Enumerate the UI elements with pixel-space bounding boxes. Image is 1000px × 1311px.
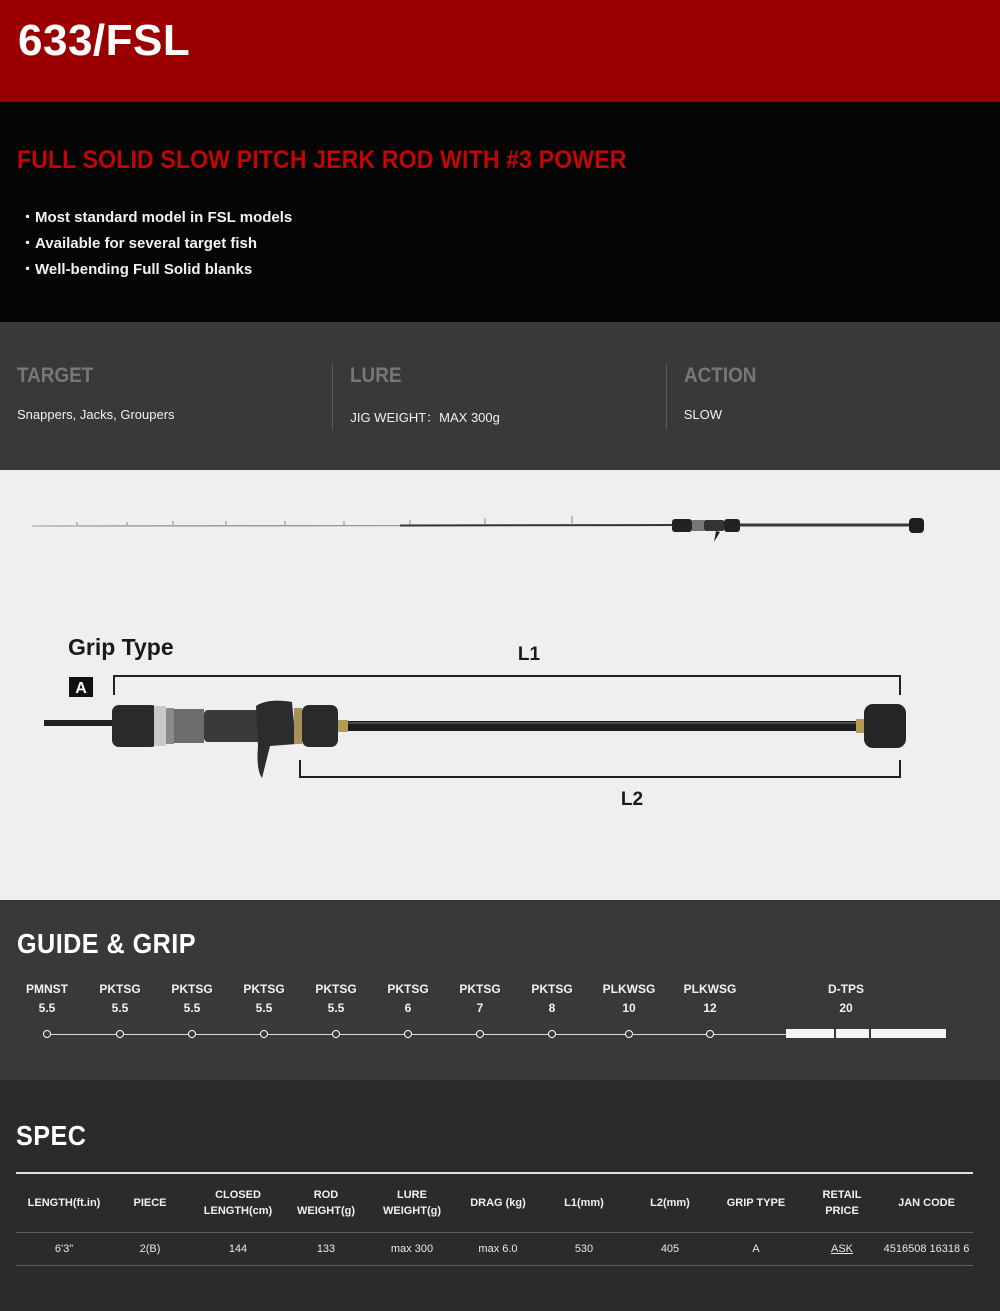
action-column (667, 364, 1000, 430)
cell-grip-type: A (708, 1232, 804, 1265)
guide-name: PKTSG (315, 982, 357, 996)
guide-item (594, 982, 664, 1015)
cell-rod-weight: 133 (288, 1232, 364, 1265)
l1-label: L1 (517, 644, 541, 665)
guide-size: 8 (548, 1001, 556, 1015)
spec-section (0, 1080, 1000, 1311)
reel-seat-item (811, 982, 881, 1015)
grip-segment (786, 1029, 834, 1038)
guide-name: PKTSG (99, 982, 141, 996)
guide-marker (476, 1030, 484, 1038)
guide-marker (43, 1030, 51, 1038)
guide-size: 10 (622, 1001, 636, 1015)
guide-name: PKTSG (243, 982, 285, 996)
guide-item (517, 982, 587, 1015)
guide-marker (332, 1030, 340, 1038)
grip-type-label: Grip Type (68, 634, 174, 660)
target-value: Snappers, Jacks, Groupers (17, 407, 175, 422)
intro-section (0, 102, 1000, 322)
col-drag: DRAG (kg) (460, 1173, 536, 1232)
ask-price-link[interactable]: ASK (830, 1242, 853, 1255)
spec-title: SPEC (16, 1120, 87, 1151)
guide-size: 5.5 (327, 1001, 345, 1015)
guide-name: PKTSG (387, 982, 429, 996)
col-jan-code: JAN CODE (880, 1173, 973, 1232)
cell-lure-weight: max 300 (364, 1232, 460, 1265)
cell-retail-price (804, 1232, 880, 1265)
guide-marker (116, 1030, 124, 1038)
col-l1: L1(mm) (536, 1173, 632, 1232)
target-column (0, 364, 333, 430)
guide-size: 5.5 (183, 1001, 201, 1015)
col-lure-weight: LURE WEIGHT(g) (364, 1173, 460, 1232)
lure-value: JIG WEIGHT：MAX 300g (350, 410, 500, 425)
rod-diagram (0, 470, 1000, 900)
col-length: LENGTH(ft.in) (16, 1173, 112, 1232)
feature-item: ・Available for several target fish (20, 235, 258, 252)
cell-l2: 405 (632, 1232, 708, 1265)
guide-item (301, 982, 371, 1015)
rod-image-area (0, 470, 1000, 900)
feature-list (17, 205, 983, 283)
guide-size: 12 (703, 1001, 717, 1015)
guide-item (445, 982, 515, 1015)
cell-jan-code: 4516508 16318 6 (880, 1232, 973, 1265)
table-row (16, 1232, 973, 1265)
guide-item (373, 982, 443, 1015)
guide-line (46, 1034, 786, 1035)
title-bar (0, 0, 1000, 102)
col-grip-type: GRIP TYPE (708, 1173, 804, 1232)
guide-marker (404, 1030, 412, 1038)
l2-label: L2 (620, 789, 644, 810)
guide-item (157, 982, 227, 1015)
guide-name: PLKWSG (683, 982, 737, 996)
col-l2: L2(mm) (632, 1173, 708, 1232)
guide-marker (625, 1030, 633, 1038)
action-label: ACTION (683, 364, 757, 387)
l2-bracket (300, 760, 900, 777)
cell-closed-length: 144 (188, 1232, 288, 1265)
grip-segment (836, 1029, 869, 1038)
feature-item: ・Well-bending Full Solid blanks (20, 261, 253, 278)
grip-closeup-image (44, 701, 906, 778)
cell-piece: 2(B) (112, 1232, 188, 1265)
guide-marker (188, 1030, 196, 1038)
guide-name: PKTSG (531, 982, 573, 996)
grip-letter: A (75, 680, 87, 697)
product-title: 633/FSL (18, 16, 191, 65)
grip-segment (871, 1029, 946, 1038)
col-piece: PIECE (112, 1173, 188, 1232)
guide-name: PLKWSG (602, 982, 656, 996)
guide-item (12, 982, 82, 1015)
guide-name: PMNST (26, 982, 68, 996)
lure-label: LURE (350, 364, 402, 387)
target-label: TARGET (17, 364, 94, 387)
guide-item (229, 982, 299, 1015)
col-closed-length: CLOSED LENGTH(cm) (188, 1173, 288, 1232)
guide-size: 5.5 (111, 1001, 129, 1015)
guide-marker (548, 1030, 556, 1038)
guide-grip-section (0, 900, 1000, 1080)
guide-marker (706, 1030, 714, 1038)
l1-bracket (114, 676, 900, 695)
action-value: SLOW (683, 407, 722, 422)
cell-l1: 530 (536, 1232, 632, 1265)
reel-seat-name: D-TPS (828, 982, 864, 996)
lure-column (333, 364, 666, 430)
guide-name: PKTSG (459, 982, 501, 996)
reel-seat-size: 20 (839, 1001, 853, 1015)
guide-name: PKTSG (171, 982, 213, 996)
col-retail-price: RETAIL PRICE (804, 1173, 880, 1232)
feature-item: ・Most standard model in FSL models (20, 209, 293, 226)
col-rod-weight: ROD WEIGHT(g) (288, 1173, 364, 1232)
guide-item (675, 982, 745, 1015)
guide-grip-title: GUIDE & GRIP (17, 928, 197, 959)
spec-summary (0, 322, 1000, 470)
cell-drag: max 6.0 (460, 1232, 536, 1265)
guide-size: 7 (476, 1001, 484, 1015)
guide-size: 5.5 (38, 1001, 56, 1015)
guide-marker (260, 1030, 268, 1038)
product-headline: FULL SOLID SLOW PITCH JERK ROD WITH #3 POWER (17, 146, 627, 174)
spec-table (16, 1172, 973, 1266)
full-rod-image (32, 516, 924, 542)
cell-length: 6'3" (16, 1232, 112, 1265)
guide-size: 6 (404, 1001, 412, 1015)
spec-header-row (16, 1173, 973, 1232)
guide-item (85, 982, 155, 1015)
guide-size: 5.5 (255, 1001, 273, 1015)
